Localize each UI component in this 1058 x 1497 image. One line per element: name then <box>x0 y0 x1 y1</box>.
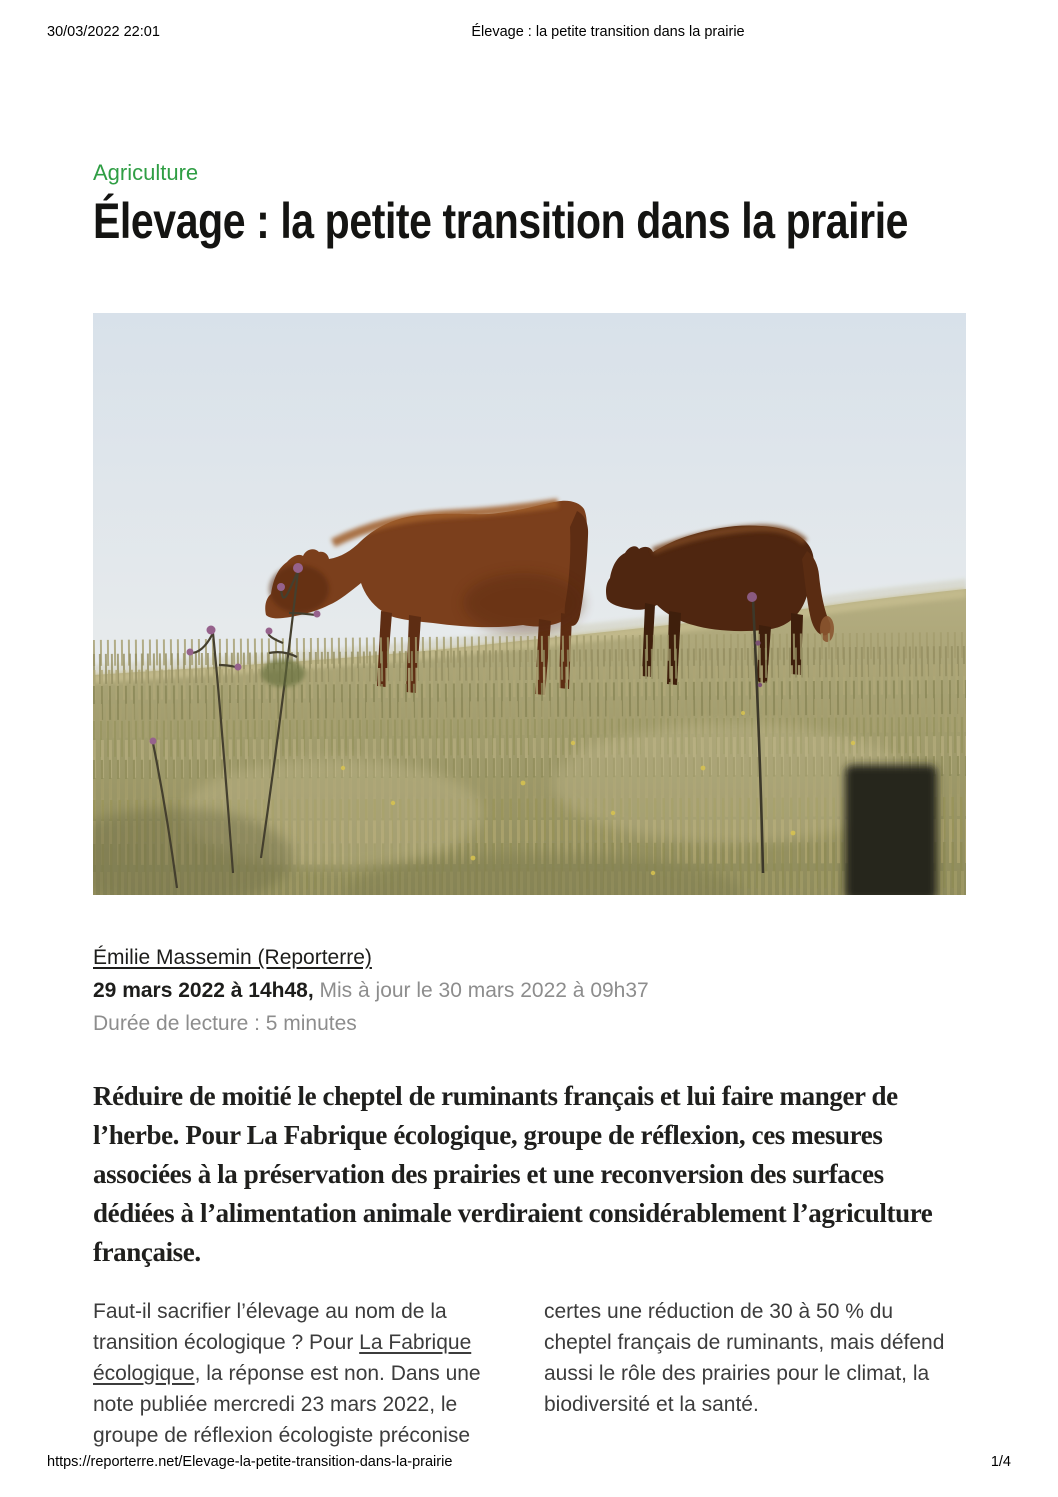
body-left-text-2: , la réponse est non. Dans une note publiée mercredi 23 mars 2022, le groupe de réflexion écologiste préconise <box>93 1362 481 1447</box>
article-title: Élevage : la petite transition dans la prairie <box>93 193 909 249</box>
article-photo <box>93 313 966 895</box>
cow-large-belly-shadow <box>463 573 583 633</box>
reading-time: Durée de lecture : 5 minutes <box>93 1012 357 1035</box>
byline-block <box>93 941 649 1040</box>
body-column-right <box>544 1296 965 1451</box>
print-header-datetime: 30/03/2022 22:01 <box>47 24 160 40</box>
body-right-text: certes une réduction de 30 à 50 % du cheptel français de ruminants, mais défend aussi le rôle des prairies pour le climat, la biodiversité et la santé. <box>544 1300 945 1416</box>
body-columns <box>93 1296 966 1451</box>
update-date: Mis à jour le 30 mars 2022 à 09h37 <box>313 979 649 1002</box>
date-line <box>93 974 649 1007</box>
la-fabrique-ecologique-link[interactable]: La Fabrique écologique <box>93 1331 472 1385</box>
body-left-text-1: Faut-il sacrifier l’élevage au nom de la transition écologique ? Pour <box>93 1300 447 1354</box>
footer-url: https://reporterre.net/Elevage-la-petite-transition-dans-la-prairie <box>47 1454 453 1470</box>
print-header <box>0 24 1058 44</box>
photo-fence-post <box>845 765 937 895</box>
publish-date: 29 mars 2022 à 14h48, <box>93 979 314 1002</box>
article-category: Agriculture <box>93 160 199 185</box>
article-lede: Réduire de moitié le cheptel de ruminants français et lui faire manger de l’herbe. Pour La Fabrique écologique, groupe de réflexion, ces mesures associées à la préservation des prairies et une reconversion des surfaces dédiées à l’alimentation animale verdiraient considérablement l’agriculture française. <box>93 1081 933 1267</box>
author-link[interactable]: Émilie Massemin (Reporterre) <box>93 946 372 969</box>
body-column-left <box>93 1296 514 1451</box>
footer-page-number: 1/4 <box>990 1454 1011 1470</box>
print-header-title: Élevage : la petite transition dans la prairie <box>471 24 745 40</box>
